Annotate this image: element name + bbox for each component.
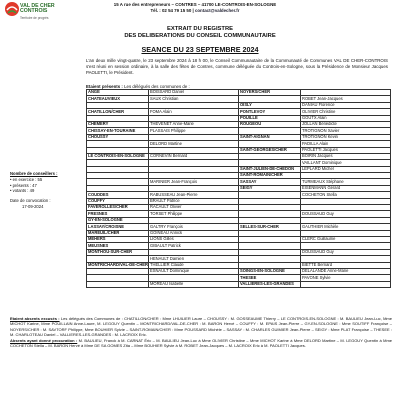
delegate-cell: DOUSSAUD Guy — [301, 249, 391, 255]
delegate-cell: JOLLAN Bénédicte — [301, 121, 391, 127]
table-row — [87, 281, 391, 287]
commune-cell: ANGE — [87, 90, 149, 96]
delegate-cell: RACAULT Olivier — [149, 205, 239, 211]
council-counts — [10, 171, 80, 194]
commune-cell: OISLY — [239, 102, 301, 108]
commune-cell: PONTLEVOY — [239, 109, 301, 115]
delegate-cell: ROBET Jean-Jacques — [301, 96, 391, 102]
delegate-cell: FOMA Alain — [149, 109, 239, 115]
delegate-cell: SAUX Christian — [149, 96, 239, 102]
delegate-cell: TORSET Philippe — [149, 211, 239, 217]
delegate-cell: LEPLARD Michel — [301, 166, 391, 172]
convocation-label: Date de convocation : — [10, 198, 51, 203]
delegate-cell: GAUTHIER Michèle — [301, 224, 391, 230]
delegate-cell: BIETTE Bernard — [301, 262, 391, 268]
delegate-cell: TURMEAUX Stéphane — [301, 179, 391, 185]
header-email-link[interactable]: contact@valdecher.fr — [194, 8, 240, 13]
counts-exercice: • en exercice : 55 — [10, 176, 43, 182]
delegate-cell: MOREAU Isabelle — [149, 281, 239, 287]
present-text: Les délégués des communes de : — [122, 84, 190, 89]
commune-cell: GY-EN-SOLOGNE — [87, 217, 149, 223]
delegate-cell: DELALANDE Anne-Marie — [301, 268, 391, 274]
delegate-cell: GALTRY François — [149, 224, 239, 230]
logo-tagline: Territoire de progrès — [20, 16, 49, 20]
delegate-cell: GIBAULT Patrick — [149, 243, 239, 249]
commune-cell — [87, 281, 149, 287]
delegate-cell: PADILLA Alain — [301, 141, 391, 147]
commune-cell: SAINT-ROMAIN/CHER — [239, 173, 301, 179]
delegate-cell: BRAULT Patrice — [149, 198, 239, 204]
commune-cell: MEHERS — [87, 236, 149, 242]
commune-cell: SASSAY — [239, 179, 301, 185]
delegate-cell: THELLIER Claude — [149, 262, 239, 268]
doc-title-line1: EXTRAIT DU REGISTRE — [166, 26, 234, 32]
delegate-cell: ESNAULT Dominique — [149, 268, 239, 274]
header-phone: Tél. : 02 54 79 15 50 — [150, 8, 192, 13]
logo — [4, 1, 62, 39]
commune-cell: MAREUIL/CHER — [87, 230, 149, 236]
absent-paragraph — [10, 316, 392, 338]
commune-cell: MONTRICHARD/VAL-DE-CHER — [88, 262, 148, 267]
commune-cell: MONTHOU-SUR-CHER — [87, 249, 149, 255]
delegate-cell: CORNEVIN Bernard — [149, 153, 239, 159]
convocation-date: 17-09-2024 — [22, 203, 44, 209]
header-address: 15 A rue des entrepreneurs – CONTRES – 41700 LE-CONTROIS-EN-SOLOGNE — [113, 2, 277, 7]
commune-cell: SOINGS-EN-SOLOGNE — [239, 268, 301, 274]
commune-cell: LE CONTROIS-EN-SOLOGNE — [87, 153, 149, 159]
counts-heading: Nombre de conseillers : — [10, 171, 58, 176]
delegate-cell: BOISSARD Daniel — [149, 90, 239, 96]
counts-votants: • votants : 49 — [10, 188, 35, 194]
commune-cell: SAINT-GEORGES/CHER — [239, 147, 301, 153]
commune-cell: NOYERS/CHER — [239, 90, 301, 96]
commune-cell: POUILLE — [239, 115, 301, 121]
commune-cell: SEIGY — [239, 185, 301, 191]
intro-paragraph: L'an deux mille vingt-quatre, le 23 septembre 2024 à 18 h 00, le Conseil Communautaire de la Communauté de Communes VAL DE CHER-CONTROIS s'est réuni en session ordinaire, à la salle des fêtes de Contres, commune déléguée du Controis-en-Sologne, sous la Présidence de Monsieur Jacques PAOLETTI, le Président. — [86, 58, 388, 75]
doc-title-line2: DES DELIBERATIONS DU CONSEIL COMMUNAUTAIRE — [124, 33, 276, 39]
delegate-cell: DANIAU Florence — [301, 102, 391, 108]
delegate-cell: VAILLANT Dominique — [301, 160, 391, 166]
commune-cell: SAINT-JULIEN-DE-CHEDON — [239, 166, 301, 172]
commune-cell: FRESNES — [87, 211, 149, 217]
delegate-cell: TROTIGNON Xavier — [301, 128, 391, 134]
header-address-block: 15 A rue des entrepreneurs – CONTRES – 41700 LE-CONTROIS-EN-SOLOGNE Tél. : 02 54 79 15 50 | contact@valdecher.fr — [100, 2, 290, 14]
commune-cell: CHATILLON/CHER — [87, 109, 149, 115]
delegate-cell: LIONS Gilles — [149, 236, 239, 242]
commune-cell: VALLIERES-LES-GRANDES — [239, 281, 301, 287]
commune-cell: COUFFY — [87, 198, 149, 204]
proxy-paragraph — [10, 338, 392, 349]
seance-title: SEANCE DU 23 SEPTEMBRE 2024 — [141, 45, 259, 54]
counts-presents: • présents : 47 — [10, 182, 37, 188]
absent-label: Etaient absents excusés : — [10, 316, 60, 321]
commune-cell: SAINT-AIGNAN — [239, 134, 301, 140]
commune-cell: CHISSAY-EN-TOURAINE — [87, 128, 149, 134]
delegate-cell: CLERC Guillaume — [301, 236, 391, 242]
commune-cell: CHOUSSY — [87, 134, 149, 140]
delegate-cell: PLASSAIS Philippe — [149, 128, 239, 134]
absent-text: Les délégués des Communes de : CHATILLON/CHER : Mme LHUILIER Laure – CHOUSSY : M. GOSSEAUME Thierry – LE CONTROIS-EN-SOLOGNE : M. BAULIEU Jean-Luc, Mme MICHOT Karine, Mme POUILLAIN Anne-Laure, M. LEGOUY Quentin – MONTRICHARD/VAL-DE-CHER : M. BARON Hervé – COUFFY : M. EPAIS Jean-Pierre – GY-EN-SOLOGNE : Mme SOUTIFF Françoise – NOYERS/CHER : M. SAVTORF Philippe, Mme BOUHIER Sylvie – SAINT-ROMAIN/CHER : Mme POUSSARD Michèle – SASSAY : M. CHARLES GUIMIER Jean-Pierre – SEIGY : Mme PLAT Françoise – THESEE : M. CHARLOTEAU Daniel – VALLIERES-LES-GRANDES : M. LACROIX Eric. — [10, 316, 392, 338]
proxy-text: M. BAULIEU, Franck à M. CARNAT Éric – M. BAULIEU Jean-Luc à Mme OLIVIER Christine – Mme MICHOT Karine à Mme DELORD Martine – M. LEGOUY Quentin à Mme COCHETON Stella – M. BARON Hervé à Mme DE SA GOMES Zita – Mme BOUHIER Sylvie à M. ROBET Jean-Jacques – M. LACROIX Eric à M. PAOLETTI Jacques. — [10, 337, 392, 349]
commune-cell: MEUSNES — [87, 243, 149, 249]
commune-cell: CHATEAUVIEUX — [87, 96, 149, 102]
footer-text — [10, 316, 392, 348]
commune-cell: THESEE — [239, 275, 301, 281]
commune-cell: SELLES-SUR-CHER — [239, 224, 301, 230]
delegate-cell: EISENMANN Gérard — [301, 185, 391, 191]
delegate-cell: DOUSSAUD Guy — [301, 211, 391, 217]
logo-line1: VAL DE CHER — [20, 3, 55, 9]
commune-cell: ROUGEOU — [239, 121, 301, 127]
commune-cell: CHEMERY — [87, 121, 149, 127]
delegate-cell: MARINIER Jean-François — [149, 179, 239, 185]
convocation-block — [10, 198, 80, 210]
logo-line2: CONTROIS — [20, 8, 48, 14]
delegate-cell: COCHETON Stella — [301, 192, 391, 198]
proxy-label: Absents ayant donné procuration : — [10, 337, 78, 343]
delegate-cell: DELORD Martine — [149, 141, 239, 147]
delegate-cell: OLIVIER Christine — [301, 109, 391, 115]
logo-icon — [4, 1, 20, 17]
delegate-cell: PAVONE Sylvie — [301, 275, 391, 281]
delegate-cell: PAOLETTI Jacques — [301, 147, 391, 153]
commune-cell: COUDDES — [87, 192, 149, 198]
delegate-cell: TROTIGNON Kevin — [301, 134, 391, 140]
commune-cell: LASSAY/CROISNE — [87, 224, 149, 230]
commune-cell: FAVEROLLES/CHER — [87, 205, 149, 211]
delegate-cell: HENAULT Damien — [149, 256, 239, 262]
delegate-cell: GOUTX Alain — [301, 115, 391, 121]
delegate-cell: RABUSSEAU Jean-Pierre — [149, 192, 239, 198]
delegate-cell: BOIRIN Jacques — [301, 153, 391, 159]
delegate-cell: THEVENET Anne-Marie — [149, 121, 239, 127]
delegate-cell — [301, 281, 391, 287]
delegate-cell: GOINEAU Annick — [149, 230, 239, 236]
present-label: Etaient présents : — [86, 84, 123, 89]
attendance-table — [86, 89, 391, 288]
